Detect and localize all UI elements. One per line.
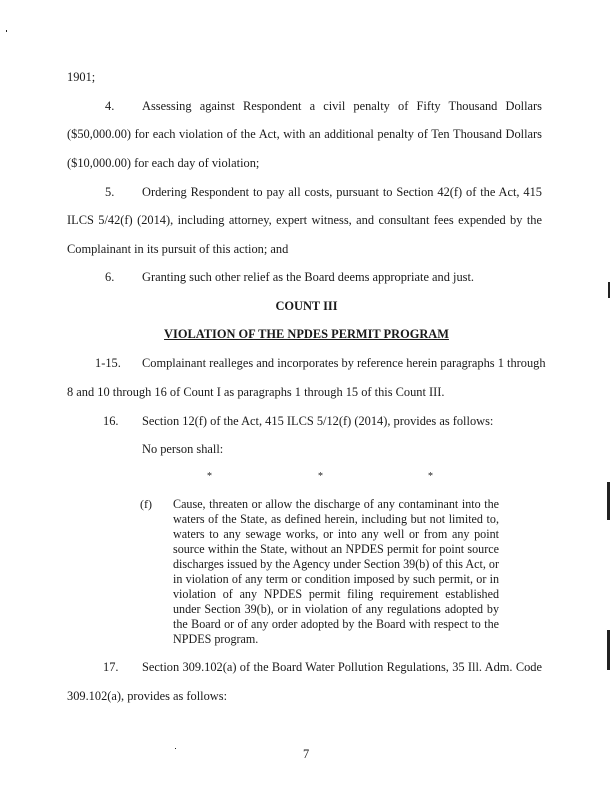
ellipsis-star-2: * <box>318 471 323 482</box>
para-1-15-number: 1-15. <box>95 356 121 370</box>
scan-artifact-mark <box>608 282 610 298</box>
item-5-line-2: ILCS 5/42(f) (2014), including attorney, expert witness, and consultant fees expended by the <box>67 213 542 227</box>
item-5-line-1: Ordering Respondent to pay all costs, pursuant to Section 42(f) of the Act, 415 <box>142 185 542 199</box>
clause-label: (f) <box>140 497 152 511</box>
clause-text: Cause, threaten or allow the discharge of any contaminant into the waters of the State, as defined herein, including but not limited to, waters to any sewage works, or into any well or from any point source within the State, without an NPDES permit for point source discharges issued by the Agency under Section 39(b) of this Act, or in violation of any term or condition imposed by such permit, or in violation of any NPDES permit filing requirement established under Section 39(b), or in violation of any regulations adopted by the Board or of any order adopted by the Board with respect to the NPDES program. <box>173 497 499 647</box>
count-heading: COUNT III <box>275 299 338 313</box>
para-1-15-line-1: Complainant realleges and incorporates by reference herein paragraphs 1 through <box>142 356 546 370</box>
scan-artifact-mark <box>607 630 610 670</box>
item-5-line-3: Complainant in its pursuit of this action; and <box>67 242 289 256</box>
item-4-number: 4. <box>105 99 115 113</box>
scan-artifact-dot <box>6 30 7 32</box>
item-4-line-3: ($10,000.00) for each day of violation; <box>67 156 260 170</box>
item-4-line-2: ($50,000.00) for each violation of the Act, with an additional penalty of Ten Thousand Dollars <box>67 127 542 141</box>
scan-artifact-dot <box>175 748 176 749</box>
item-4-line-1: Assessing against Respondent a civil penalty of Fifty Thousand Dollars <box>142 99 542 113</box>
ellipsis-star-3: * <box>428 471 433 482</box>
page-number: 7 <box>303 747 310 761</box>
para-16-line-1: Section 12(f) of the Act, 415 ILCS 5/12(f) (2014), provides as follows: <box>142 414 494 428</box>
para-17-line-1: Section 309.102(a) of the Board Water Pollution Regulations, 35 Ill. Adm. Code <box>142 660 542 674</box>
scan-artifact-mark <box>607 482 610 520</box>
count-title: VIOLATION OF THE NPDES PERMIT PROGRAM <box>164 327 449 341</box>
para-17-line-2: 309.102(a), provides as follows: <box>67 689 228 703</box>
item-5-number: 5. <box>105 185 115 199</box>
continuation-text: 1901; <box>67 70 96 84</box>
para-16-intro: No person shall: <box>142 442 224 456</box>
para-17-number: 17. <box>103 660 119 674</box>
ellipsis-star-1: * <box>207 471 212 482</box>
item-6-line-1: Granting such other relief as the Board deems appropriate and just. <box>142 270 475 284</box>
para-16-number: 16. <box>103 414 119 428</box>
item-6-number: 6. <box>105 270 115 284</box>
para-1-15-line-2: 8 and 10 through 16 of Count I as paragraphs 1 through 15 of this Count III. <box>67 385 445 399</box>
